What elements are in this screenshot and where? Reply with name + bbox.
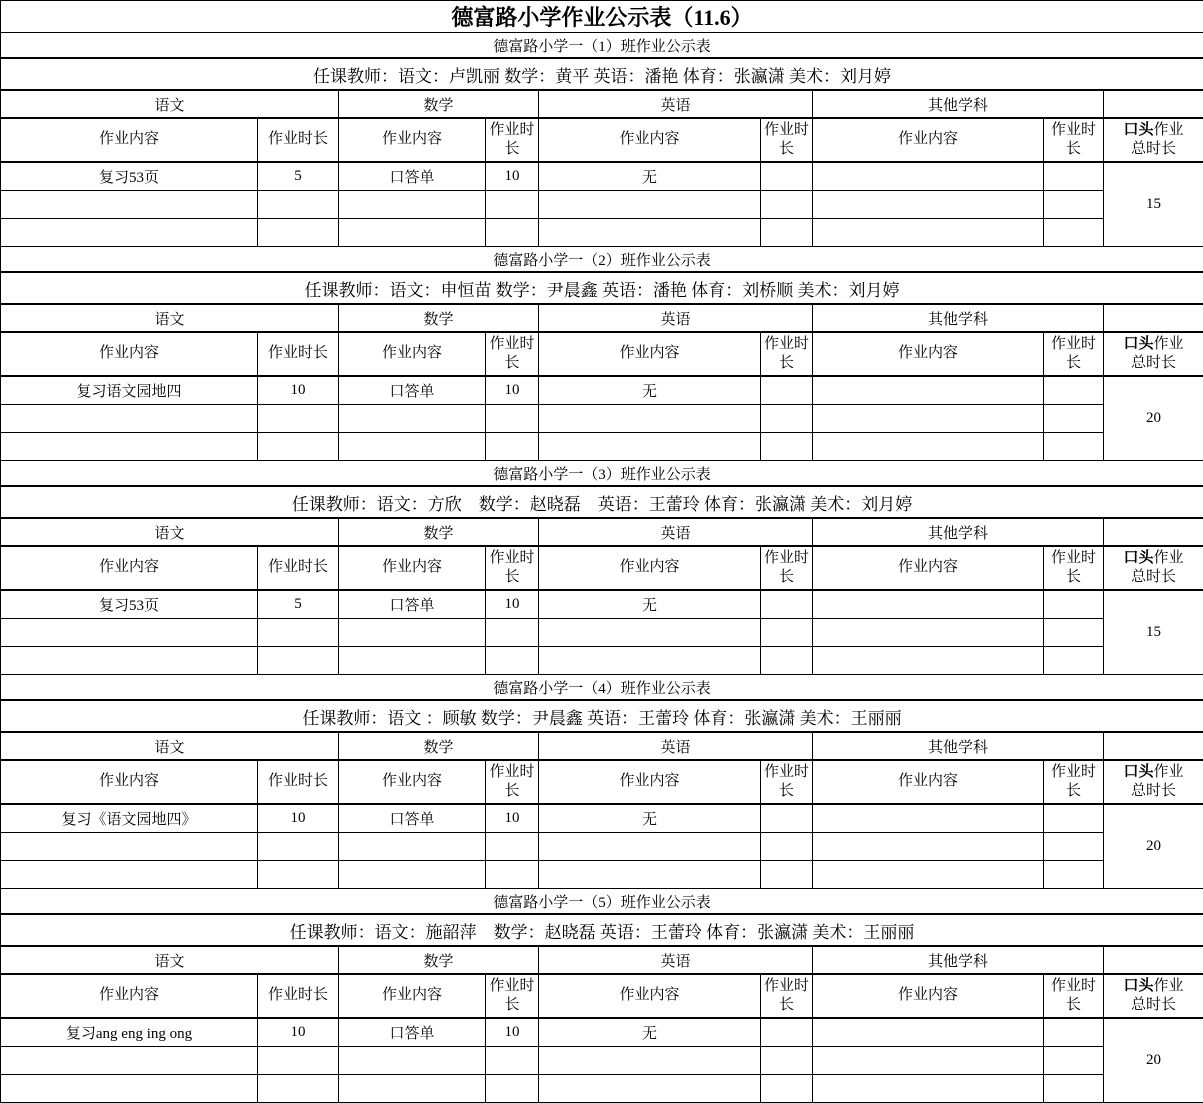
- english-content-header: 作业内容: [539, 974, 761, 1018]
- teachers-line: 任课教师：语文：申恒苗 数学：尹晨鑫 英语：潘艳 体育：刘桥顺 美术：刘月婷: [1, 272, 1203, 304]
- oral-total-header-rest: 作业: [1154, 122, 1184, 138]
- other-duration-header: 作业时长: [1044, 760, 1104, 804]
- section-title: 德富路小学一（3）班作业公示表: [1, 461, 1203, 487]
- english-content-cell: [539, 433, 761, 461]
- subject-chinese: 语文: [1, 90, 339, 118]
- english-content-cell: 无: [539, 1018, 761, 1047]
- other-duration-header: 作业时长: [1044, 118, 1104, 162]
- english-duration-cell: [761, 219, 813, 247]
- other-duration-header: 作业时长: [1044, 546, 1104, 590]
- other-duration-header: 作业时长: [1044, 974, 1104, 1018]
- chinese-duration-cell: [258, 191, 339, 219]
- chinese-content-header: 作业内容: [1, 118, 258, 162]
- other-content-header: 作业内容: [813, 974, 1044, 1018]
- oral-total-header-bold: 口头: [1123, 764, 1153, 780]
- subject-english: 英语: [539, 946, 813, 974]
- other-content-cell: [813, 1075, 1044, 1103]
- subject-math: 数学: [339, 518, 539, 546]
- subject-math: 数学: [339, 90, 539, 118]
- title-row: [1, 1, 1203, 33]
- subject-english: 英语: [539, 732, 813, 760]
- english-duration-cell: [761, 590, 813, 619]
- math-duration-cell: 10: [486, 376, 539, 405]
- subject-english: 英语: [539, 304, 813, 332]
- math-duration-cell: [486, 191, 539, 219]
- subject-english: 英语: [539, 90, 813, 118]
- english-duration-header: 作业时长: [761, 546, 813, 590]
- chinese-content-cell: [1, 219, 258, 247]
- oral-total-header: [1104, 118, 1203, 162]
- oral-total-header-bold: 口头: [1123, 336, 1153, 352]
- math-content-cell: 口答单: [339, 590, 486, 619]
- homework-data-row: [1, 219, 1203, 247]
- homework-data-row: [1, 433, 1203, 461]
- other-content-cell: [813, 405, 1044, 433]
- english-content-cell: [539, 405, 761, 433]
- math-content-cell: [339, 405, 486, 433]
- other-content-cell: [813, 376, 1044, 405]
- chinese-content-cell: [1, 861, 258, 889]
- chinese-content-cell: [1, 191, 258, 219]
- column-header-row: [1, 546, 1203, 590]
- subject-math: 数学: [339, 732, 539, 760]
- english-content-cell: [539, 1047, 761, 1075]
- homework-data-row: [1, 1075, 1203, 1103]
- section-title: 德富路小学一（4）班作业公示表: [1, 675, 1203, 701]
- oral-total-header-bold: 口头: [1123, 550, 1153, 566]
- oral-total-header-line2: 总时长: [1131, 141, 1176, 157]
- subject-header-row: [1, 518, 1203, 546]
- subject-row-corner-cell: [1104, 304, 1203, 332]
- english-content-cell: [539, 619, 761, 647]
- other-duration-cell: [1044, 162, 1104, 191]
- chinese-content-cell: [1, 833, 258, 861]
- subject-row-corner-cell: [1104, 518, 1203, 546]
- english-duration-cell: [761, 1018, 813, 1047]
- chinese-content-header: 作业内容: [1, 546, 258, 590]
- other-content-cell: [813, 833, 1044, 861]
- math-content-cell: [339, 833, 486, 861]
- chinese-content-header: 作业内容: [1, 332, 258, 376]
- oral-total-cell: 20: [1104, 376, 1203, 461]
- section-header-row: [1, 33, 1203, 59]
- other-content-cell: [813, 1018, 1044, 1047]
- other-duration-cell: [1044, 376, 1104, 405]
- math-content-cell: 口答单: [339, 376, 486, 405]
- math-duration-cell: [486, 647, 539, 675]
- english-duration-cell: [761, 191, 813, 219]
- chinese-duration-cell: 10: [258, 804, 339, 833]
- english-content-header: 作业内容: [539, 546, 761, 590]
- math-duration-cell: [486, 219, 539, 247]
- page-title: 德富路小学作业公示表（11.6）: [1, 1, 1203, 33]
- chinese-duration-cell: [258, 405, 339, 433]
- math-content-cell: 口答单: [339, 804, 486, 833]
- chinese-duration-cell: 5: [258, 162, 339, 191]
- chinese-content-cell: [1, 1047, 258, 1075]
- other-duration-cell: [1044, 619, 1104, 647]
- chinese-duration-header: 作业时长: [258, 546, 339, 590]
- subject-math: 数学: [339, 946, 539, 974]
- english-content-cell: 无: [539, 376, 761, 405]
- teachers-line: 任课教师：语文：施韶萍 数学：赵晓磊 英语：王蕾玲 体育：张瀛潇 美术：王丽丽: [1, 914, 1203, 946]
- english-duration-header: 作业时长: [761, 974, 813, 1018]
- math-duration-header: 作业时长: [486, 118, 539, 162]
- oral-total-header-bold: 口头: [1123, 122, 1153, 138]
- english-content-cell: 无: [539, 804, 761, 833]
- other-content-cell: [813, 861, 1044, 889]
- english-duration-header: 作业时长: [761, 760, 813, 804]
- section-header-row: [1, 889, 1203, 915]
- oral-total-header: [1104, 332, 1203, 376]
- oral-total-header-rest: 作业: [1154, 550, 1184, 566]
- math-content-cell: [339, 433, 486, 461]
- subject-other: 其他学科: [813, 732, 1104, 760]
- other-duration-cell: [1044, 647, 1104, 675]
- math-duration-cell: [486, 1075, 539, 1103]
- teacher-row: [1, 914, 1203, 946]
- math-duration-cell: 10: [486, 162, 539, 191]
- chinese-content-cell: [1, 405, 258, 433]
- teacher-row: [1, 58, 1203, 90]
- column-header-row: [1, 332, 1203, 376]
- math-content-header: 作业内容: [339, 332, 486, 376]
- math-duration-cell: 10: [486, 804, 539, 833]
- math-content-cell: [339, 191, 486, 219]
- oral-total-header-rest: 作业: [1154, 978, 1184, 994]
- chinese-content-cell: 复习语文园地四: [1, 376, 258, 405]
- math-duration-cell: [486, 861, 539, 889]
- math-content-cell: [339, 647, 486, 675]
- subject-other: 其他学科: [813, 304, 1104, 332]
- column-header-row: [1, 760, 1203, 804]
- section-title: 德富路小学一（2）班作业公示表: [1, 247, 1203, 273]
- english-duration-cell: [761, 1047, 813, 1075]
- other-duration-header: 作业时长: [1044, 332, 1104, 376]
- english-duration-cell: [761, 619, 813, 647]
- other-content-header: 作业内容: [813, 332, 1044, 376]
- subject-other: 其他学科: [813, 90, 1104, 118]
- english-content-cell: [539, 191, 761, 219]
- subject-other: 其他学科: [813, 518, 1104, 546]
- math-duration-cell: [486, 405, 539, 433]
- math-content-header: 作业内容: [339, 760, 486, 804]
- math-duration-header: 作业时长: [486, 760, 539, 804]
- math-content-cell: 口答单: [339, 1018, 486, 1047]
- english-duration-cell: [761, 433, 813, 461]
- math-duration-header: 作业时长: [486, 332, 539, 376]
- math-content-cell: [339, 1047, 486, 1075]
- chinese-content-cell: [1, 647, 258, 675]
- column-header-row: [1, 974, 1203, 1018]
- homework-data-row: [1, 162, 1203, 191]
- other-content-cell: [813, 219, 1044, 247]
- math-content-cell: [339, 1075, 486, 1103]
- math-content-cell: [339, 219, 486, 247]
- english-duration-cell: [761, 162, 813, 191]
- english-duration-header: 作业时长: [761, 332, 813, 376]
- teacher-row: [1, 486, 1203, 518]
- section-header-row: [1, 675, 1203, 701]
- chinese-content-header: 作业内容: [1, 974, 258, 1018]
- english-duration-cell: [761, 804, 813, 833]
- english-duration-cell: [761, 1075, 813, 1103]
- oral-total-header-bold: 口头: [1123, 978, 1153, 994]
- teachers-line: 任课教师：语文：方欣 数学：赵晓磊 英语：王蕾玲 体育：张瀛潇 美术：刘月婷: [1, 486, 1203, 518]
- other-content-cell: [813, 433, 1044, 461]
- subject-chinese: 语文: [1, 518, 339, 546]
- subject-header-row: [1, 946, 1203, 974]
- oral-total-cell: 20: [1104, 804, 1203, 889]
- homework-data-row: [1, 804, 1203, 833]
- math-duration-cell: 10: [486, 590, 539, 619]
- chinese-duration-cell: [258, 647, 339, 675]
- chinese-duration-cell: [258, 1047, 339, 1075]
- subject-other: 其他学科: [813, 946, 1104, 974]
- english-content-cell: 无: [539, 590, 761, 619]
- math-duration-cell: [486, 433, 539, 461]
- chinese-duration-cell: 10: [258, 376, 339, 405]
- other-duration-cell: [1044, 219, 1104, 247]
- subject-chinese: 语文: [1, 732, 339, 760]
- chinese-duration-cell: [258, 833, 339, 861]
- other-content-cell: [813, 191, 1044, 219]
- teacher-row: [1, 700, 1203, 732]
- subject-header-row: [1, 304, 1203, 332]
- oral-total-header: [1104, 974, 1203, 1018]
- other-duration-cell: [1044, 833, 1104, 861]
- other-duration-cell: [1044, 1018, 1104, 1047]
- oral-total-header-line2: 总时长: [1131, 783, 1176, 799]
- other-duration-cell: [1044, 1075, 1104, 1103]
- other-content-cell: [813, 647, 1044, 675]
- subject-header-row: [1, 732, 1203, 760]
- math-content-header: 作业内容: [339, 974, 486, 1018]
- oral-total-header-rest: 作业: [1154, 764, 1184, 780]
- other-duration-cell: [1044, 405, 1104, 433]
- homework-data-row: [1, 1018, 1203, 1047]
- chinese-content-header: 作业内容: [1, 760, 258, 804]
- chinese-content-cell: 复习53页: [1, 162, 258, 191]
- teachers-line: 任课教师：语文：卢凯丽 数学：黄平 英语：潘艳 体育：张瀛潇 美术：刘月婷: [1, 58, 1203, 90]
- homework-data-row: [1, 405, 1203, 433]
- chinese-duration-header: 作业时长: [258, 760, 339, 804]
- chinese-duration-cell: [258, 861, 339, 889]
- math-content-cell: 口答单: [339, 162, 486, 191]
- other-duration-cell: [1044, 590, 1104, 619]
- homework-data-row: [1, 861, 1203, 889]
- english-content-header: 作业内容: [539, 760, 761, 804]
- homework-data-row: [1, 833, 1203, 861]
- subject-header-row: [1, 90, 1203, 118]
- other-duration-cell: [1044, 861, 1104, 889]
- chinese-content-cell: [1, 433, 258, 461]
- chinese-duration-header: 作业时长: [258, 974, 339, 1018]
- oral-total-header-line2: 总时长: [1131, 569, 1176, 585]
- chinese-content-cell: 复习《语文园地四》: [1, 804, 258, 833]
- chinese-content-cell: [1, 619, 258, 647]
- other-content-cell: [813, 590, 1044, 619]
- section-header-row: [1, 461, 1203, 487]
- oral-total-cell: 15: [1104, 162, 1203, 247]
- homework-data-row: [1, 647, 1203, 675]
- subject-row-corner-cell: [1104, 946, 1203, 974]
- math-duration-cell: [486, 1047, 539, 1075]
- subject-english: 英语: [539, 518, 813, 546]
- chinese-duration-header: 作业时长: [258, 332, 339, 376]
- oral-total-header: [1104, 546, 1203, 590]
- homework-data-row: [1, 1047, 1203, 1075]
- chinese-duration-cell: [258, 433, 339, 461]
- chinese-duration-cell: [258, 1075, 339, 1103]
- english-duration-cell: [761, 833, 813, 861]
- other-content-cell: [813, 804, 1044, 833]
- other-duration-cell: [1044, 1047, 1104, 1075]
- math-duration-cell: [486, 833, 539, 861]
- chinese-duration-cell: [258, 619, 339, 647]
- subject-chinese: 语文: [1, 304, 339, 332]
- subject-row-corner-cell: [1104, 732, 1203, 760]
- section-header-row: [1, 247, 1203, 273]
- homework-data-row: [1, 619, 1203, 647]
- teacher-row: [1, 272, 1203, 304]
- english-content-cell: 无: [539, 162, 761, 191]
- oral-total-cell: 15: [1104, 590, 1203, 675]
- english-duration-header: 作业时长: [761, 118, 813, 162]
- english-content-cell: [539, 861, 761, 889]
- other-content-header: 作业内容: [813, 546, 1044, 590]
- chinese-duration-cell: 10: [258, 1018, 339, 1047]
- oral-total-cell: 20: [1104, 1018, 1203, 1103]
- math-content-cell: [339, 861, 486, 889]
- chinese-duration-header: 作业时长: [258, 118, 339, 162]
- english-content-cell: [539, 833, 761, 861]
- english-content-cell: [539, 219, 761, 247]
- other-duration-cell: [1044, 433, 1104, 461]
- subject-math: 数学: [339, 304, 539, 332]
- english-duration-cell: [761, 405, 813, 433]
- math-duration-cell: [486, 619, 539, 647]
- math-duration-header: 作业时长: [486, 546, 539, 590]
- chinese-duration-cell: [258, 219, 339, 247]
- english-duration-cell: [761, 861, 813, 889]
- section-title: 德富路小学一（1）班作业公示表: [1, 33, 1203, 59]
- math-content-header: 作业内容: [339, 118, 486, 162]
- column-header-row: [1, 118, 1203, 162]
- chinese-content-cell: [1, 1075, 258, 1103]
- subject-row-corner-cell: [1104, 90, 1203, 118]
- english-content-header: 作业内容: [539, 118, 761, 162]
- section-title: 德富路小学一（5）班作业公示表: [1, 889, 1203, 915]
- homework-data-row: [1, 376, 1203, 405]
- oral-total-header: [1104, 760, 1203, 804]
- english-duration-cell: [761, 647, 813, 675]
- other-duration-cell: [1044, 191, 1104, 219]
- english-duration-cell: [761, 376, 813, 405]
- chinese-duration-cell: 5: [258, 590, 339, 619]
- other-content-cell: [813, 162, 1044, 191]
- math-duration-header: 作业时长: [486, 974, 539, 1018]
- chinese-content-cell: 复习53页: [1, 590, 258, 619]
- homework-data-row: [1, 191, 1203, 219]
- other-content-cell: [813, 1047, 1044, 1075]
- oral-total-header-line2: 总时长: [1131, 355, 1176, 371]
- english-content-cell: [539, 1075, 761, 1103]
- other-content-cell: [813, 619, 1044, 647]
- oral-total-header-line2: 总时长: [1131, 997, 1176, 1013]
- math-content-header: 作业内容: [339, 546, 486, 590]
- math-duration-cell: 10: [486, 1018, 539, 1047]
- homework-data-row: [1, 590, 1203, 619]
- teachers-line: 任课教师：语文 ：顾敏 数学：尹晨鑫 英语：王蕾玲 体育：张瀛潇 美术：王丽丽: [1, 700, 1203, 732]
- math-content-cell: [339, 619, 486, 647]
- other-duration-cell: [1044, 804, 1104, 833]
- other-content-header: 作业内容: [813, 118, 1044, 162]
- subject-chinese: 语文: [1, 946, 339, 974]
- english-content-header: 作业内容: [539, 332, 761, 376]
- english-content-cell: [539, 647, 761, 675]
- other-content-header: 作业内容: [813, 760, 1044, 804]
- oral-total-header-rest: 作业: [1154, 336, 1184, 352]
- chinese-content-cell: 复习ang eng ing ong: [1, 1018, 258, 1047]
